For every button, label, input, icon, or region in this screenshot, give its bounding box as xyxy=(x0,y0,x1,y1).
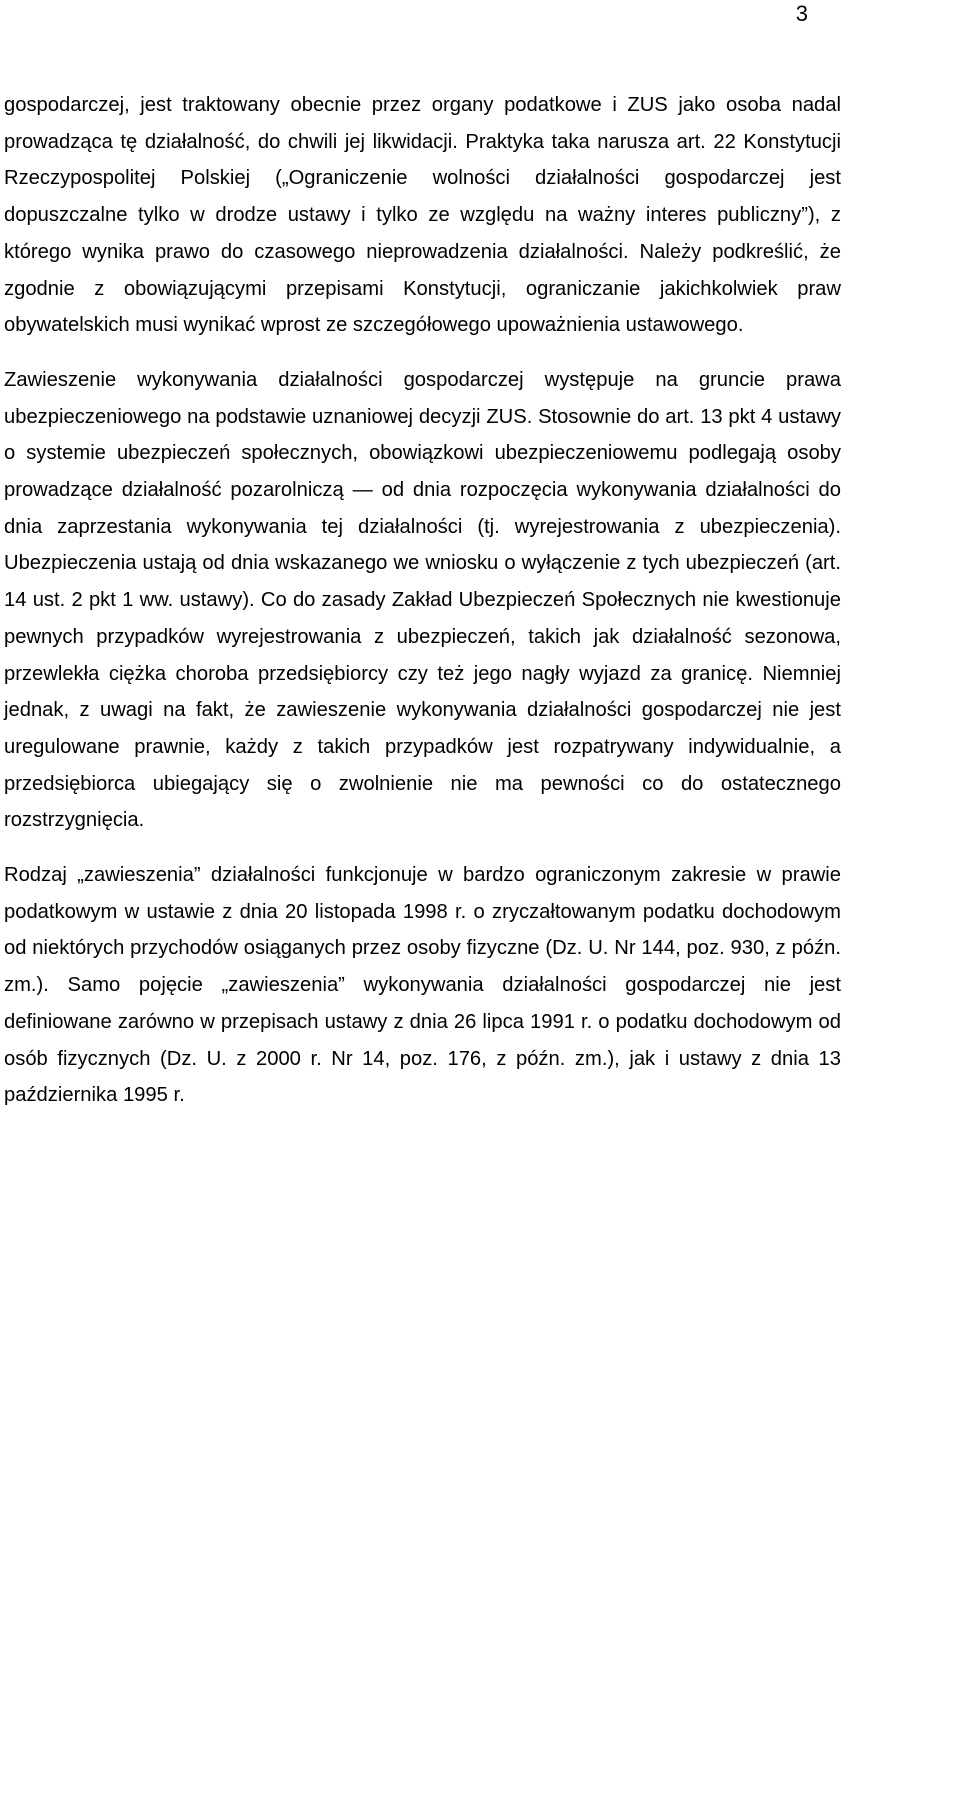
document-body xyxy=(4,87,841,1114)
paragraph-continuation: gospodarczej, jest traktowany obecnie przez organy podatkowe i ZUS jako osoba nadal prowadząca tę działalność, do chwili jej likwidacji. Praktyka taka narusza art. 22 Konstytucji Rzeczypospolitej Polskiej („Ograniczenie wolności działalności gospodarczej jest dopuszczalne tylko w drodze ustawy i tylko ze względu na ważny interes publiczny”), z którego wynika prawo do czasowego nieprowadzenia działalności. Należy podkreślić, że zgodnie z obowiązującymi przepisami Konstytucji, ograniczanie jakichkolwiek praw obywatelskich musi wynikać wprost ze szczegółowego upoważnienia ustawowego. xyxy=(4,94,841,337)
paragraph-gap xyxy=(4,344,841,362)
paragraph-gap xyxy=(4,839,841,857)
paragraph-suspension-insurance: Zawieszenie wykonywania działalności gospodarczej występuje na gruncie prawa ubezpieczeniowego na podstawie uznaniowej decyzji ZUS. Stosownie do art. 13 pkt 4 ustawy o systemie ubezpieczeń społecznych, obowiązkowi ubezpieczeniowemu podlegają osoby prowadzące działalność pozarolniczą — od dnia rozpoczęcia wykonywania działalności do dnia zaprzestania wykonywania tej działalności (tj. wyrejestrowania z ubezpieczenia). Ubezpieczenia ustają od dnia wskazanego we wniosku o wyłączenie z tych ubezpieczeń (art. 14 ust. 2 pkt 1 ww. ustawy). Co do zasady Zakład Ubezpieczeń Społecznych nie kwestionuje pewnych przypadków wyrejestrowania z ubezpieczeń, takich jak działalność sezonowa, przewlekła ciężka choroba przedsiębiorcy czy też jego nagły wyjazd za granicę. Niemniej jednak, z uwagi na fakt, że zawieszenie wykonywania działalności gospodarczej nie jest uregulowane prawnie, każdy z takich przypadków jest rozpatrywany indywidualnie, a przedsiębiorca ubiegający się o zwolnienie nie ma pewności co do ostatecznego rozstrzygnięcia. xyxy=(4,368,841,832)
paragraph-suspension-tax-law: Rodzaj „zawieszenia” działalności funkcjonuje w bardzo ograniczonym zakresie w prawie podatkowym w ustawie z dnia 20 listopada 1998 r. o zryczałtowanym podatku dochodowym od niektórych przychodów osiąganych przez osoby fizyczne (Dz. U. Nr 144, poz. 930, z późn. zm.). Samo pojęcie „zawieszenia” wykonywania działalności gospodarczej nie jest definiowane zarówno w przepisach ustawy z dnia 26 lipca 1991 r. o podatku dochodowym od osób fizycznych (Dz. U. z 2000 r. Nr 14, poz. 176, z późn. zm.), jak i ustawy z dnia 13 października 1995 r. xyxy=(4,864,841,1107)
page-number: 3 xyxy=(795,1,808,26)
